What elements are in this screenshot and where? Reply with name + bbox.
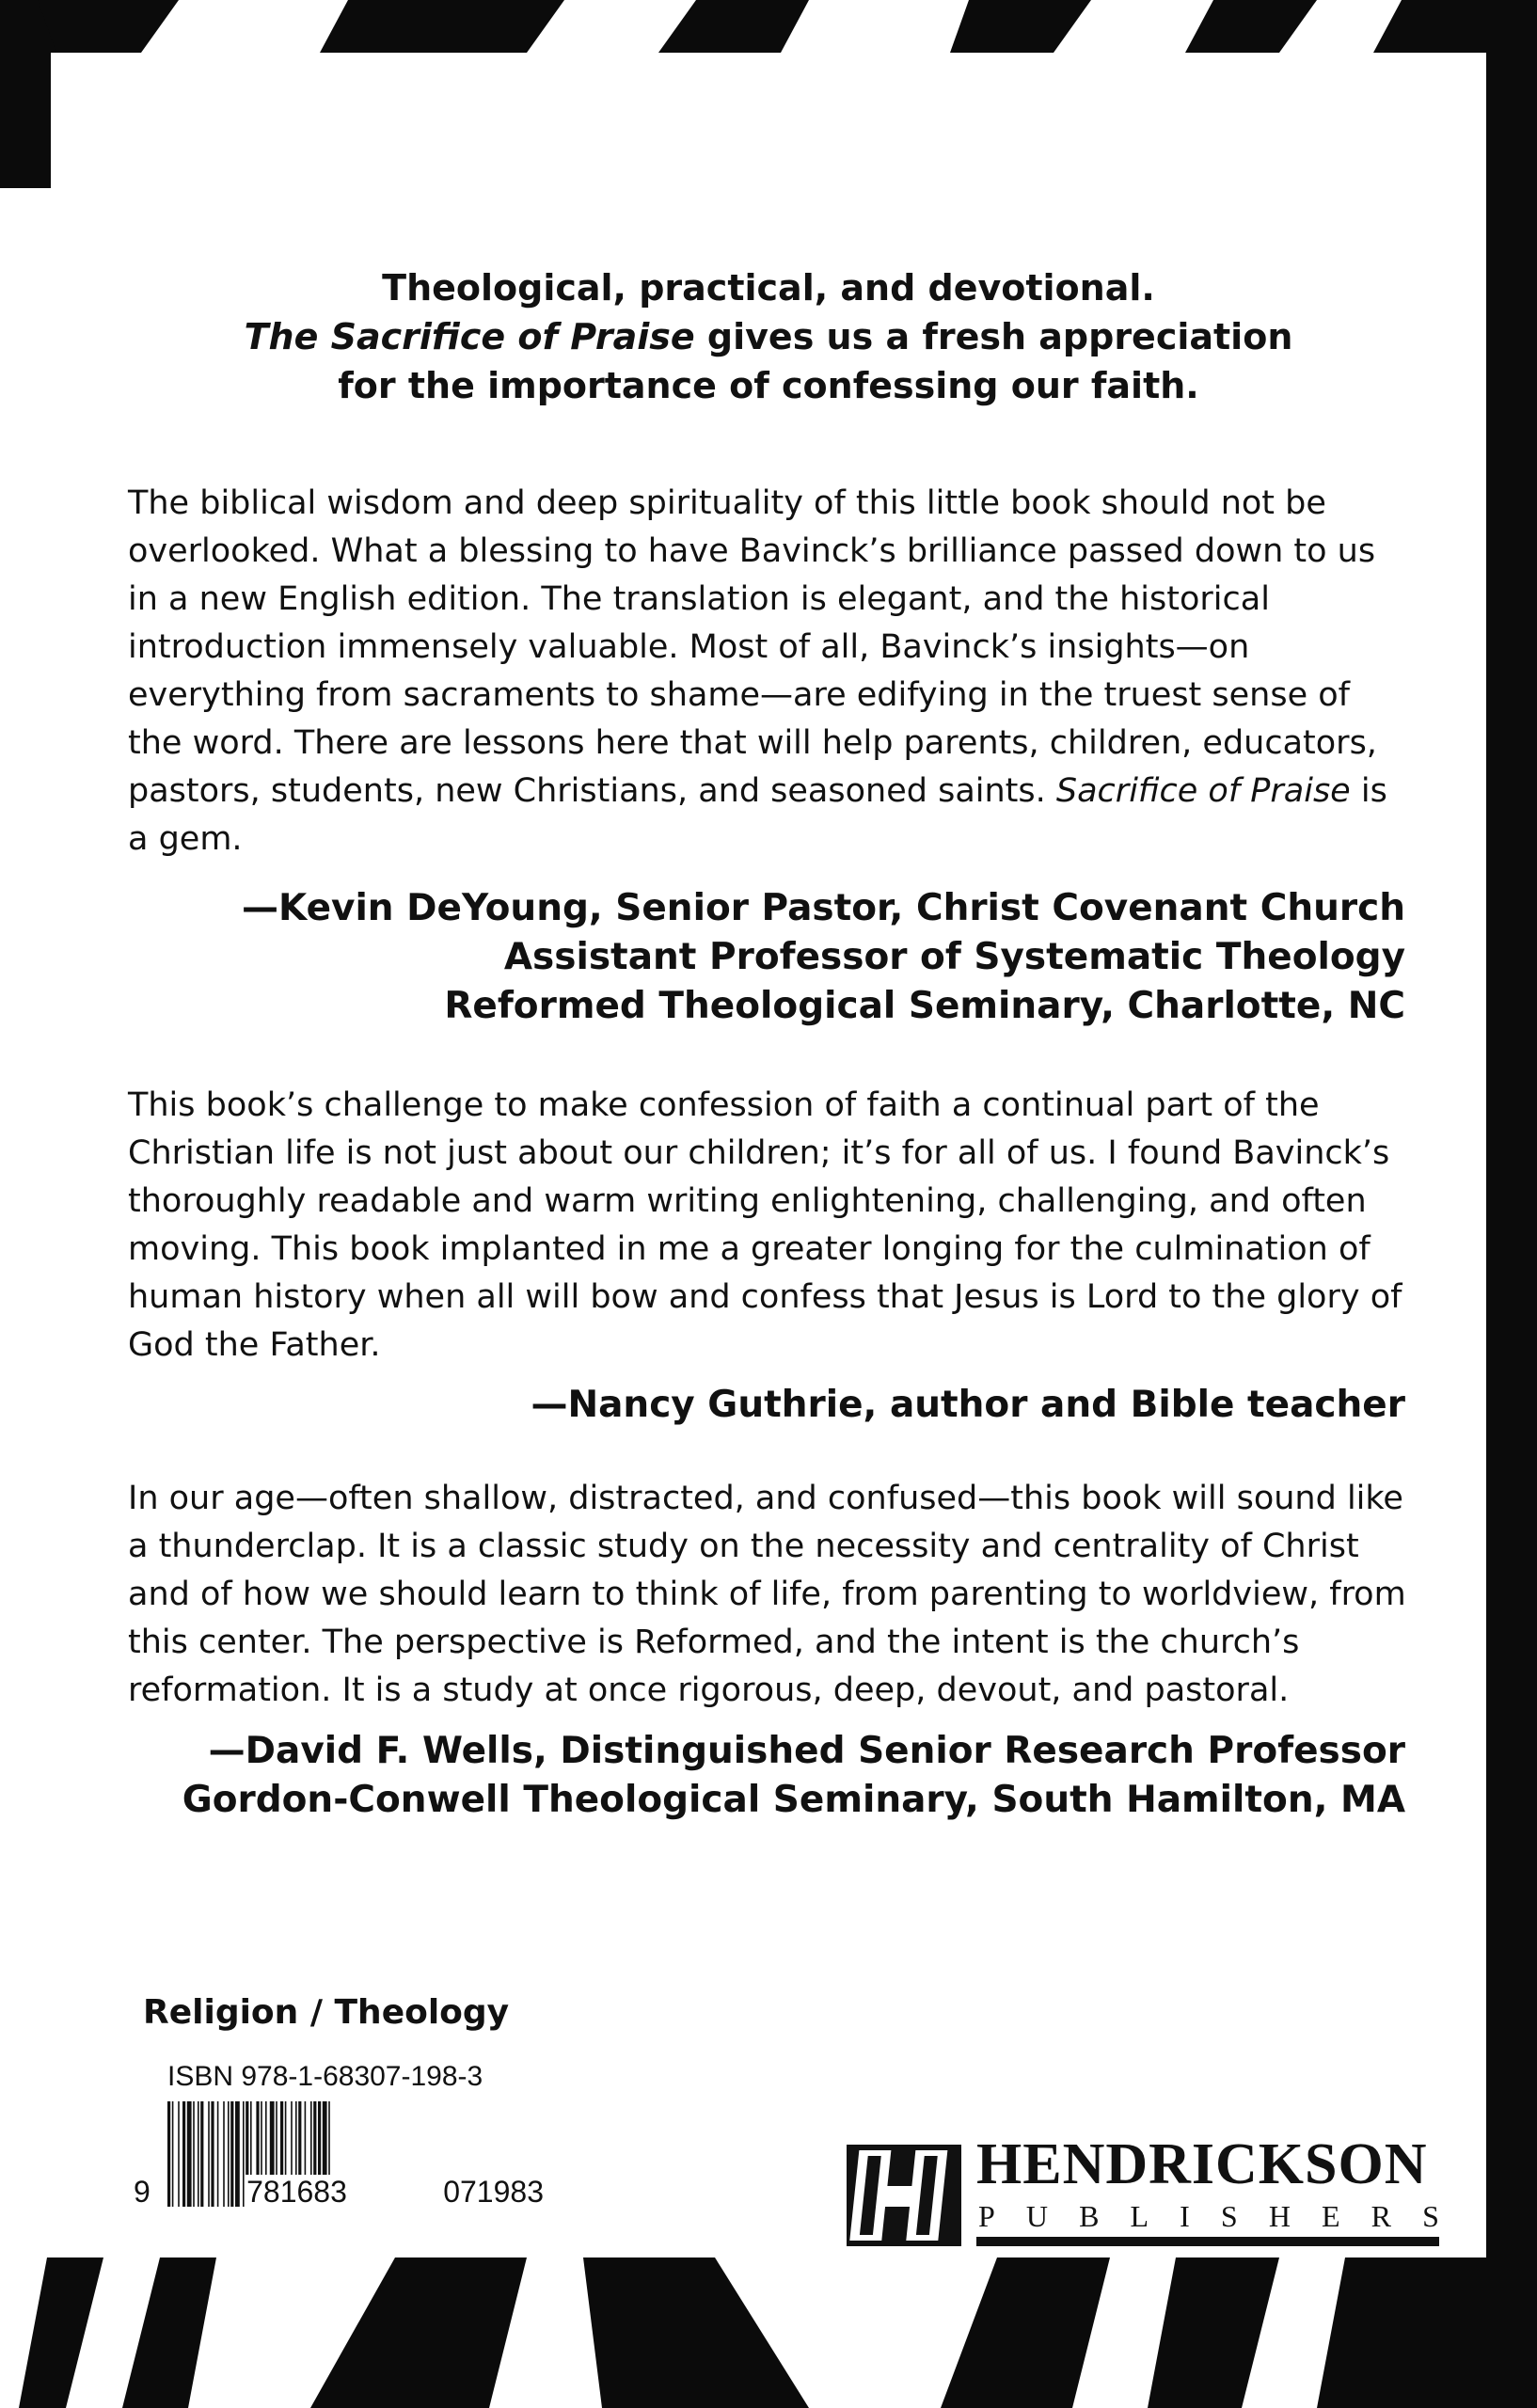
headline-line-2-rest: gives us a fresh appreciation bbox=[694, 316, 1293, 357]
right-border bbox=[1486, 0, 1537, 2408]
publisher-letter: I bbox=[1180, 2199, 1190, 2233]
publisher-rule bbox=[976, 2237, 1439, 2246]
barcode-digit-group: 9 bbox=[134, 2175, 151, 2209]
barcode-digit-group: 781683 bbox=[246, 2175, 347, 2209]
attribution-line: —Kevin DeYoung, Senior Pastor, Christ Covenant Church bbox=[242, 887, 1405, 929]
endorsement-2-text: This book’s challenge to make confession of faith a continual part of the Christian life is not just about our children; it’s for all of us. I found Bavinck’s thoroughly readable and warm writing enlightening, challenging, and often moving. This book implanted in me a greater longing for the culmination of human history when all will bow and confess that Jesus is Lord to the glory of God the Father. bbox=[128, 1086, 1402, 1364]
endorsement-2-attribution bbox=[126, 1381, 1405, 1430]
publisher-letter: B bbox=[1079, 2199, 1100, 2233]
endorsement-3-attribution bbox=[126, 1727, 1405, 1825]
top-decorative-band bbox=[0, 0, 1537, 188]
endorsement-1-body: The biblical wisdom and deep spirituality of this little book should not be overlooked. What a blessing to have Bavinck’s brilliance passed down to us in a new English edition. The translation is elegant, and the historical introduction immensely valuable. Most of all, Bavinck’s insights—on everything from sacraments to shame—are edifying in the truest sense of the word. There are lessons here that will help parents, children, educators, pastors, students, new Christians, and seasoned saints. bbox=[128, 484, 1377, 810]
publisher-letter: U bbox=[1025, 2199, 1048, 2233]
endorsement-3-text: In our age—often shallow, distracted, and confused—this book will sound like a thunderclap. It is a classic study on the necessity and centrality of Christ and of how we should learn to think of life, from parenting to worldview, from this center. The perspective is Reformed, and the intent is the church’s reformation. It is a study at once rigorous, deep, devout, and pastoral. bbox=[128, 1480, 1406, 1709]
endorsement-1-text bbox=[128, 480, 1407, 863]
headline-book-title: The Sacrifice of Praise bbox=[244, 316, 695, 357]
publisher-name: HENDRICKSON bbox=[976, 2132, 1428, 2196]
attribution-line: Gordon-Conwell Theological Seminary, South Hamilton, MA bbox=[182, 1779, 1405, 1821]
publisher-letter: R bbox=[1371, 2199, 1391, 2233]
h-logo-icon bbox=[847, 2145, 961, 2246]
attribution-line: —Nancy Guthrie, author and Bible teacher bbox=[531, 1384, 1405, 1426]
isbn-label: ISBN 978-1-68307-198-3 bbox=[167, 2061, 483, 2092]
publisher-letter: P bbox=[978, 2199, 995, 2233]
headline-line-1: Theological, practical, and devotional. bbox=[382, 267, 1155, 309]
headline-line-2 bbox=[113, 312, 1424, 361]
stripe-pattern-top-icon bbox=[0, 0, 1537, 188]
publisher-letter: S bbox=[1422, 2199, 1439, 2233]
publisher-logo bbox=[847, 2132, 1439, 2248]
publisher-letter: S bbox=[1220, 2199, 1238, 2233]
endorsement-1-end: is a gem. bbox=[128, 772, 1387, 858]
endorsement-1-book-title: Sacrifice of Praise bbox=[1055, 772, 1351, 810]
publisher-letter: L bbox=[1130, 2199, 1149, 2233]
attribution-line: Reformed Theological Seminary, Charlotte, NC bbox=[444, 985, 1405, 1027]
publisher-subtitle bbox=[978, 2201, 1439, 2231]
headline-line-3: for the importance of confessing our faith. bbox=[338, 365, 1199, 406]
attribution-line: Assistant Professor of Systematic Theology bbox=[503, 936, 1405, 978]
barcode-digit-group: 071983 bbox=[443, 2175, 544, 2209]
publisher-letter: H bbox=[1268, 2199, 1291, 2233]
barcode-digits bbox=[132, 2175, 546, 2209]
publisher-letter: E bbox=[1322, 2199, 1340, 2233]
headline bbox=[113, 263, 1424, 410]
bottom-decorative-band bbox=[0, 2220, 1537, 2408]
subject-category: Religion / Theology bbox=[143, 1993, 510, 2032]
stripe-pattern-bottom-icon bbox=[0, 2220, 1537, 2408]
endorsement-1-attribution bbox=[126, 884, 1405, 1031]
attribution-line: —David F. Wells, Distinguished Senior Research Professor bbox=[208, 1730, 1405, 1772]
